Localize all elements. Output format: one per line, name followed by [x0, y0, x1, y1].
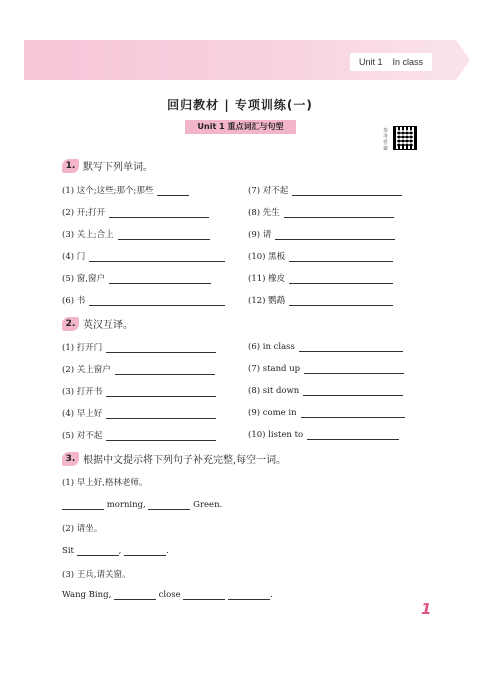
unit-name: In class [392, 57, 424, 67]
list-item: (1) 打开门 [62, 341, 216, 353]
blank[interactable] [77, 546, 119, 556]
qr-label: 参考答案 [383, 128, 389, 152]
list-item: (1) 这个;这些;那个;那些 [62, 184, 189, 196]
sentence-blank-line: Sit , . [62, 546, 169, 556]
list-item: (4) 门 [62, 250, 225, 262]
sentence-prompt: (1) 早上好,格林老师。 [62, 478, 148, 488]
sentence-prompt: (2) 请坐。 [62, 524, 103, 534]
list-item: (9) come in [248, 407, 405, 418]
blank[interactable] [124, 546, 166, 556]
section-number: 3. [62, 452, 79, 466]
unit-label: Unit 1 [358, 57, 383, 67]
list-item: (5) 窗,窗户 [62, 272, 211, 284]
sentence-blank-line: morning, Green. [62, 500, 222, 510]
list-item: (3) 关上;合上 [62, 228, 210, 240]
section-number: 1. [62, 159, 79, 173]
page-number: 1 [421, 600, 432, 618]
section-number: 2. [62, 317, 79, 331]
section-instruction: 根据中文提示将下列句子补充完整,每空一词。 [83, 455, 287, 466]
section-1-heading [62, 158, 153, 173]
page-title: 回归教材 | 专项训练(一) [167, 98, 313, 112]
list-item: (7) 对不起 [248, 184, 402, 196]
list-item: (9) 请 [248, 228, 395, 240]
section-2-heading [62, 316, 133, 331]
list-item: (8) sit down [248, 385, 403, 396]
list-item: (12) 鹦鹉 [248, 294, 393, 306]
unit-tag [350, 53, 432, 71]
list-item: (8) 先生 [248, 206, 394, 218]
list-item: (3) 打开书 [62, 385, 216, 397]
list-item: (2) 关上窗户 [62, 363, 215, 375]
sentence-blank-line: Wang Bing, close . [62, 590, 273, 600]
list-item: (2) 开;打开 [62, 206, 209, 218]
qr-code-icon [393, 126, 417, 150]
page-subtitle: Unit 1 重点词汇与句型 [185, 120, 296, 134]
section-instruction: 英汉互译。 [83, 320, 133, 331]
list-item: (11) 橡皮 [248, 272, 393, 284]
blank[interactable] [62, 500, 104, 510]
section-3-heading [62, 451, 286, 466]
list-item: (10) 黑板 [248, 250, 393, 262]
section-instruction: 默写下列单词。 [83, 162, 153, 173]
list-item: (7) stand up [248, 363, 404, 374]
blank[interactable] [183, 590, 225, 600]
blank[interactable] [114, 590, 156, 600]
list-item: (6) 书 [62, 294, 225, 306]
list-item: (10) listen to [248, 429, 399, 440]
list-item: (6) in class [248, 341, 403, 352]
list-item: (5) 对不起 [62, 429, 216, 441]
list-item: (4) 早上好 [62, 407, 216, 419]
blank[interactable] [148, 500, 190, 510]
blank[interactable] [228, 590, 270, 600]
sentence-prompt: (3) 王兵,请关窗。 [62, 570, 131, 580]
